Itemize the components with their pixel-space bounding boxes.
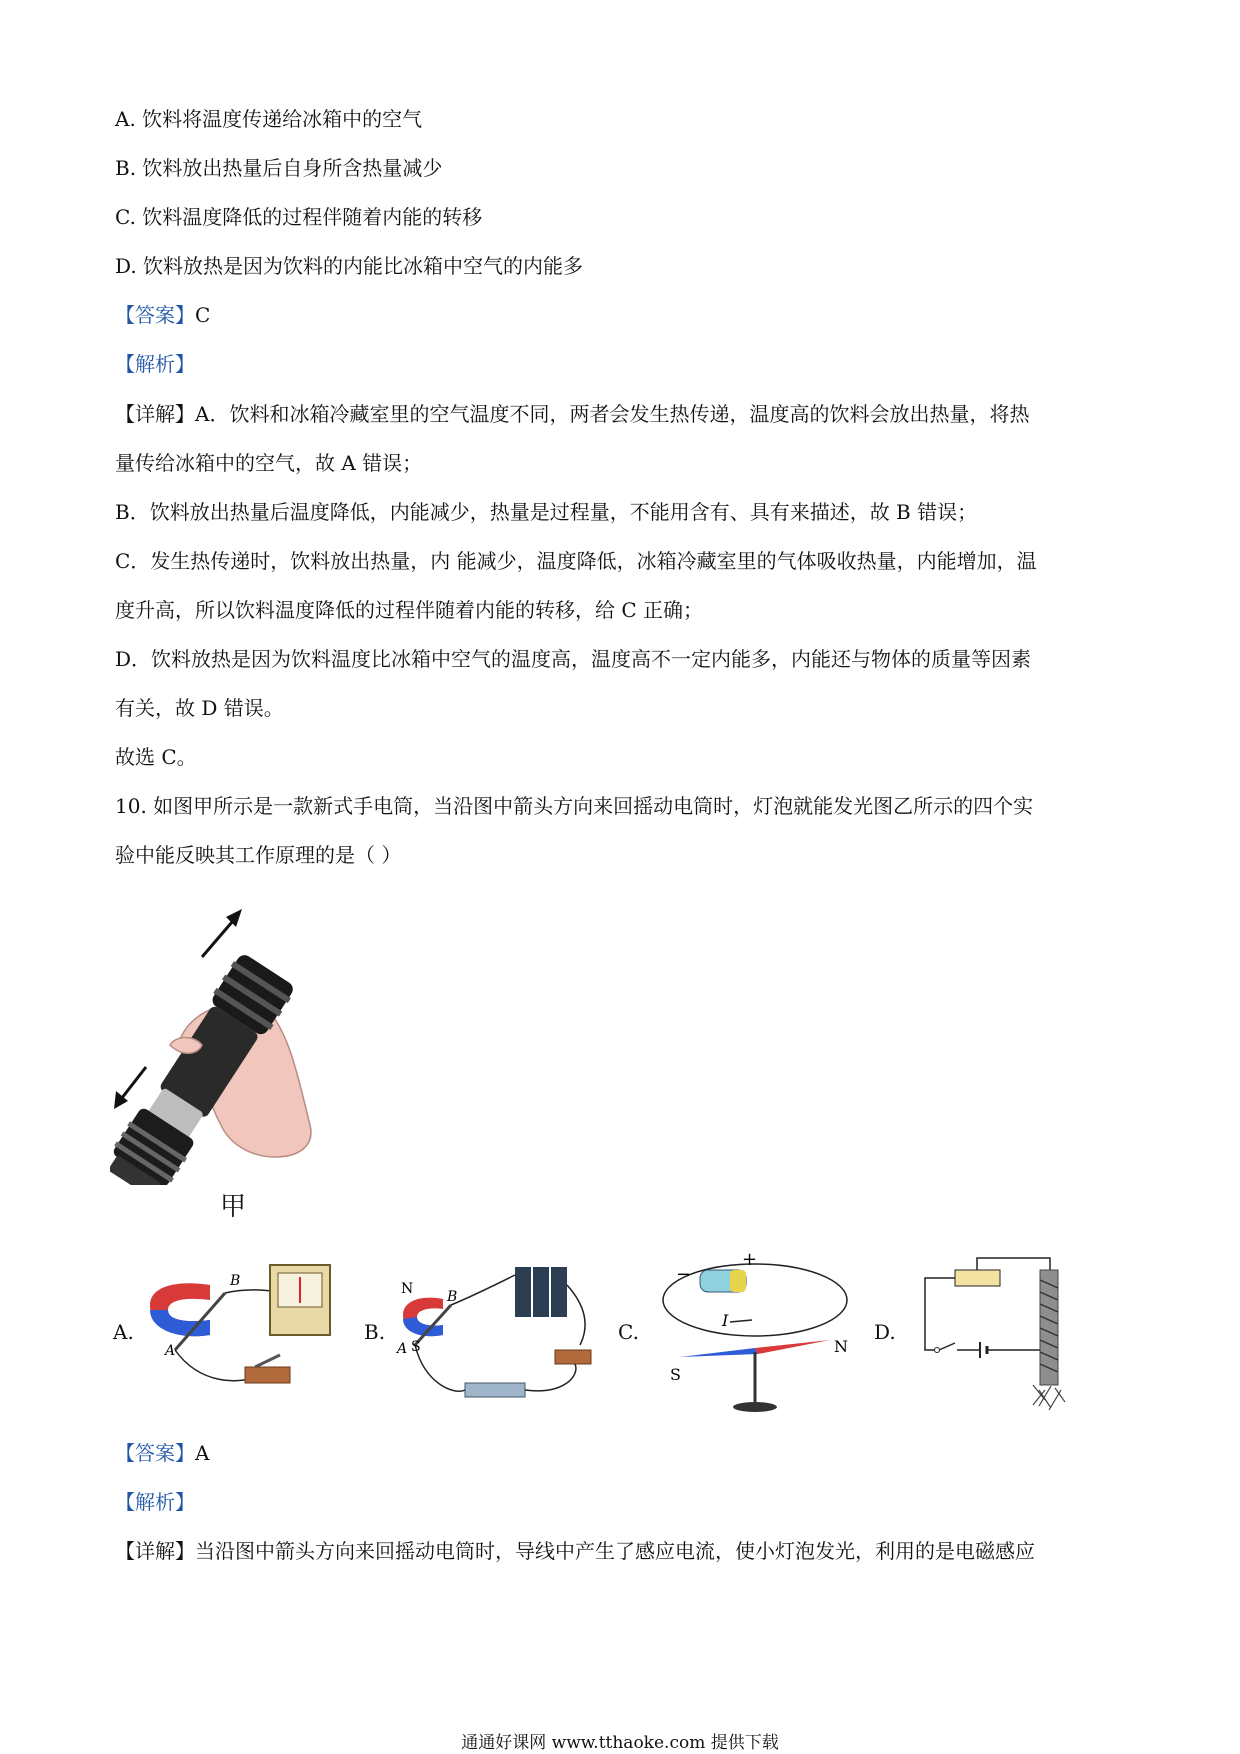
diagram-label-a: A. (113, 1320, 134, 1344)
detail-text: A．饮料和冰箱冷藏室里的空气温度不同，两者会发生热传递，温度高的饮料会放出热量，将热 (195, 402, 1030, 426)
flashlight-figure (110, 895, 340, 1185)
answer-line-10 (115, 1439, 209, 1467)
detail-line-5: 度升高，所以饮料温度降低的过程伴随着内能的转移，给 C 正确； (115, 598, 704, 622)
label-a-B: B (230, 1273, 241, 1289)
diagram-d-electromagnet (905, 1250, 1095, 1415)
figure-caption-jia: 甲 (220, 1192, 247, 1222)
diagram-label-b: B. (364, 1320, 386, 1344)
label-b-S: S (411, 1339, 421, 1355)
analysis-tag-10: 【解析】 (115, 1490, 195, 1514)
option-b-text: B. 饮料放出热量后自身所含热量减少 (115, 156, 443, 180)
label-c-I: I (722, 1311, 729, 1330)
label-b-N: N (401, 1281, 414, 1297)
diagram-label-c: C. (618, 1320, 639, 1344)
diagram-c-oersted (650, 1250, 850, 1415)
diagram-a-generator (140, 1255, 340, 1405)
question10-stem-2: 验中能反映其工作原理的是（ ） (115, 843, 402, 867)
detail-line-6: D．饮料放热是因为饮料温度比冰箱中空气的温度高，温度高不一定内能多，内能还与物体的质量等因素 (115, 647, 1032, 671)
option-d-text: D. 饮料放热是因为饮料的内能比冰箱中空气的内能多 (115, 254, 584, 278)
detail-tag: 【详解】 (115, 402, 195, 426)
down-arrow-icon (114, 1067, 146, 1109)
diagram-label-d: D. (874, 1320, 896, 1344)
detail-line-7: 有关，故 D 错误。 (115, 696, 284, 720)
up-arrow-icon (202, 909, 242, 957)
detail-line-2: 量传给冰箱中的空气，故 A 错误； (115, 451, 423, 475)
answer-tag: 【答案】 (115, 303, 195, 327)
label-c-S: S (670, 1365, 681, 1384)
detail-tag-10: 【详解】 (115, 1539, 195, 1563)
label-b-B: B (447, 1289, 458, 1305)
answer-value: C (195, 303, 211, 327)
label-a-A: A (165, 1343, 176, 1359)
label-c-N: N (834, 1337, 848, 1356)
analysis-tag: 【解析】 (115, 352, 195, 376)
answer-tag-10: 【答案】 (115, 1441, 195, 1465)
detail-text-10: 当沿图中箭头方向来回摇动电筒时，导线中产生了感应电流，使小灯泡发光，利用的是电磁感应 (195, 1539, 1035, 1563)
label-c-minus: − (676, 1264, 692, 1285)
detail-line-3: B．饮料放出热量后温度降低，内能减少，热量是过程量，不能用含有、具有来描述，故 B 错误； (115, 500, 978, 524)
detail-line-8: 故选 C。 (115, 745, 197, 769)
answer-line-9 (115, 301, 210, 329)
page-footer: 通通好课网 www.tthaoke.com 提供下载 (461, 1733, 779, 1753)
option-a-text: A. 饮料将温度传递给冰箱中的空气 (115, 107, 423, 131)
label-b-A: A (397, 1341, 408, 1357)
answer-value-10: A (195, 1441, 210, 1465)
detail-line-4: C．发生热传递时，饮料放出热量，内 能减少，温度降低，冰箱冷藏室里的气体吸收热量，内能增加，温 (115, 549, 1037, 573)
option-c-text: C. 饮料温度降低的过程伴随着内能的转移 (115, 205, 483, 229)
question10-stem-1: 10. 如图甲所示是一款新式手电筒，当沿图中箭头方向来回摇动电筒时，灯泡就能发光图乙所示的四个实 (115, 794, 1034, 818)
detail-line-10 (115, 1537, 1035, 1565)
label-c-plus: + (742, 1250, 758, 1270)
detail-line-1 (115, 400, 1029, 428)
diagram-b-motor (395, 1255, 605, 1415)
